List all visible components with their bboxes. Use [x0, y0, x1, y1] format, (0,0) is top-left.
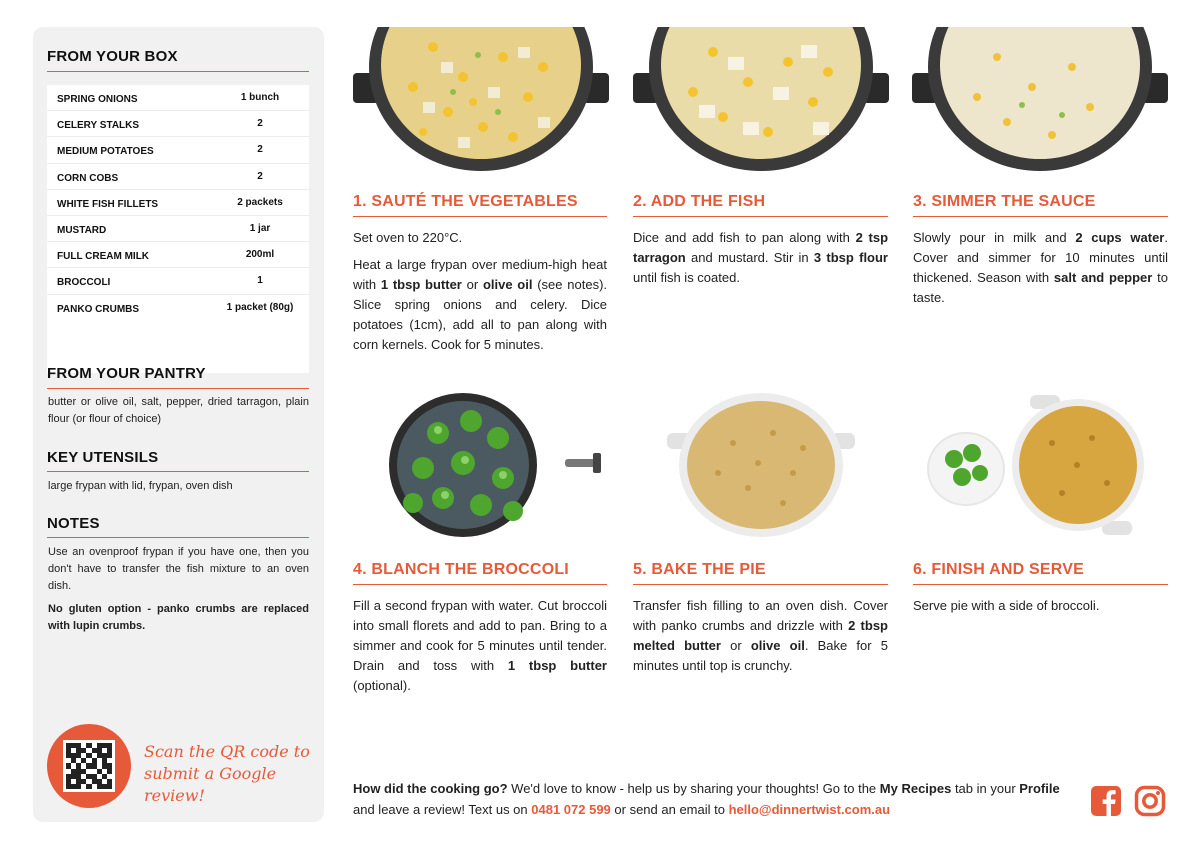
table-row — [47, 164, 309, 190]
footer-question: How did the cooking go? — [353, 781, 508, 796]
notes-title: NOTES — [47, 515, 100, 532]
step-6-title: 6. FINISH AND SERVE — [913, 561, 1084, 578]
ingredient-name: BROCCOLI — [57, 277, 111, 289]
step-6-text: Serve pie with a side of broccoli. — [913, 598, 1100, 613]
divider — [913, 216, 1168, 217]
step-3-photo — [912, 27, 1168, 172]
text: or — [720, 638, 751, 653]
divider — [353, 584, 607, 585]
box-ingredients-table — [47, 85, 309, 373]
quantity-highlight: 2 cups water — [1075, 230, 1165, 245]
ingredient-qty: 2 — [257, 118, 263, 130]
text: . Bake for 5 minutes until top is crunchy. — [633, 638, 888, 673]
step-1-body — [353, 228, 607, 355]
ingredient-name: CORN COBS — [57, 172, 119, 184]
ingredient-name: FULL CREAM MILK — [57, 251, 150, 263]
step-2-body — [633, 228, 888, 288]
qr-note-line: submit a Google review! — [144, 764, 277, 805]
step-1-photo — [353, 27, 609, 172]
ingredient-qty: 2 packets — [237, 196, 283, 208]
qr-note-line: Scan the QR code to — [144, 742, 310, 761]
quantity-highlight: 2 tsp tarragon — [633, 230, 889, 265]
divider — [913, 584, 1168, 585]
table-row — [47, 111, 309, 137]
email-link[interactable]: hello@dinnertwist.com.au — [728, 802, 891, 817]
quantity-highlight: 1 tbsp butter — [380, 277, 462, 292]
step-2-title: 2. ADD THE FISH — [633, 193, 766, 210]
step-4-title: 4. BLANCH THE BROCCOLI — [353, 561, 569, 578]
divider — [353, 216, 607, 217]
instagram-icon[interactable] — [1134, 785, 1166, 817]
text: Slowly pour in milk and — [913, 230, 1076, 245]
ingredient-name: MUSTARD — [57, 224, 107, 236]
ingredients-panel — [33, 27, 324, 822]
facebook-icon[interactable] — [1090, 785, 1122, 817]
divider — [47, 71, 309, 72]
qr-review-note — [144, 741, 314, 807]
ingredient-qty: 2 — [257, 144, 263, 156]
text: and mustard. Stir in — [685, 250, 814, 265]
ingredient-name: SPRING ONIONS — [57, 94, 138, 105]
step-1-oven-text: Set oven to 220°C. — [353, 230, 463, 245]
table-row — [47, 268, 309, 294]
quantity-highlight: 1 tbsp butter — [507, 658, 607, 673]
text: or — [461, 277, 483, 292]
ingredient-qty: 1 jar — [249, 222, 271, 234]
step-6-photo — [912, 393, 1168, 538]
review-footer — [353, 778, 1073, 820]
divider — [47, 388, 309, 389]
text: Dice and add fish to pan along with — [633, 230, 856, 245]
divider — [633, 584, 888, 585]
ingredient-qty: 1 packet (80g) — [226, 301, 294, 313]
my-recipes-link[interactable]: My Recipes — [879, 781, 952, 796]
text: (optional). — [353, 678, 411, 693]
quantity-highlight: salt and pepper — [1053, 270, 1153, 285]
table-row — [47, 85, 309, 111]
profile-link[interactable]: Profile — [1019, 781, 1060, 796]
text: to taste. — [913, 270, 1169, 305]
utensils-text: large frypan with lid, frypan, oven dish — [48, 480, 233, 492]
from-your-box-title: FROM YOUR BOX — [47, 48, 178, 65]
notes-text — [48, 544, 309, 635]
table-row — [47, 190, 309, 216]
ingredient-name: CELERY STALKS — [57, 120, 140, 132]
step-5-title: 5. BAKE THE PIE — [633, 561, 766, 578]
notes-paragraph: Use an ovenproof frypan if you have one, then you don't have to transfer the fish mixture to an oven dish. — [48, 546, 309, 592]
pantry-text: butter or olive oil, salt, pepper, dried tarragon, plain flour (or flour of choice) — [48, 396, 309, 425]
from-your-pantry-title: FROM YOUR PANTRY — [47, 365, 206, 382]
key-utensils-title: KEY UTENSILS — [47, 449, 159, 466]
divider — [47, 471, 309, 472]
ingredient-qty: 1 bunch — [240, 92, 280, 103]
ingredient-qty: 1 — [257, 275, 263, 287]
step-3-title: 3. SIMMER THE SAUCE — [913, 193, 1096, 210]
step-4-photo — [353, 393, 609, 538]
text: Transfer fish filling to an oven dish. Cover with panko crumbs and drizzle with — [633, 598, 888, 633]
text: We'd love to know - help us by sharing your thoughts! Go to the — [507, 781, 880, 796]
quantity-highlight: 2 tbsp melted butter — [633, 618, 888, 653]
step-6-body — [913, 596, 1168, 616]
gluten-note: No gluten option - panko crumbs are replaced with lupin crumbs. — [48, 603, 309, 632]
divider — [633, 216, 888, 217]
text: or send an email to — [610, 802, 729, 817]
step-2-photo — [633, 27, 889, 172]
quantity-highlight: 3 tbsp flour — [813, 250, 888, 265]
quantity-highlight: olive oil — [482, 277, 533, 292]
text: . Cover and simmer for 10 minutes until thickened. Season with — [913, 230, 1168, 285]
text: (see notes). Slice spring onions and celery. Dice potatoes (1cm), add all to pan along with corn kernels. Cook for 5 minutes. — [353, 277, 608, 352]
ingredient-name: PANKO CRUMBS — [57, 303, 140, 315]
step-3-body — [913, 228, 1168, 308]
step-5-body — [633, 596, 888, 676]
table-row — [47, 216, 309, 242]
step-4-body — [353, 596, 607, 696]
table-row — [47, 137, 309, 163]
ingredient-name: WHITE FISH FILLETS — [57, 198, 159, 210]
step-1-title: 1. SAUTÉ THE VEGETABLES — [353, 193, 578, 210]
text: tab in your — [951, 781, 1020, 796]
text: and leave a review! Text us on — [353, 802, 532, 817]
ingredient-qty: 200ml — [245, 249, 275, 261]
ingredient-qty: 2 — [257, 170, 263, 182]
table-row — [47, 295, 309, 321]
quantity-highlight: olive oil — [750, 638, 805, 653]
qr-code-icon[interactable] — [63, 740, 115, 792]
text: Heat a large frypan over medium-high heat with — [353, 257, 607, 292]
phone-link[interactable]: 0481 072 599 — [531, 802, 611, 817]
step-5-photo — [633, 393, 889, 538]
divider — [47, 537, 309, 538]
ingredient-name: MEDIUM POTATOES — [57, 146, 154, 158]
text: Fill a second frypan with water. Cut broccoli into small florets and add to pan. Bring to a simmer and cook for 5 minutes until tender. Drain and toss with — [353, 598, 607, 673]
text: until fish is coated. — [633, 270, 740, 285]
table-row — [47, 242, 309, 268]
step-1-instructions — [353, 255, 607, 355]
qr-badge — [47, 724, 131, 808]
